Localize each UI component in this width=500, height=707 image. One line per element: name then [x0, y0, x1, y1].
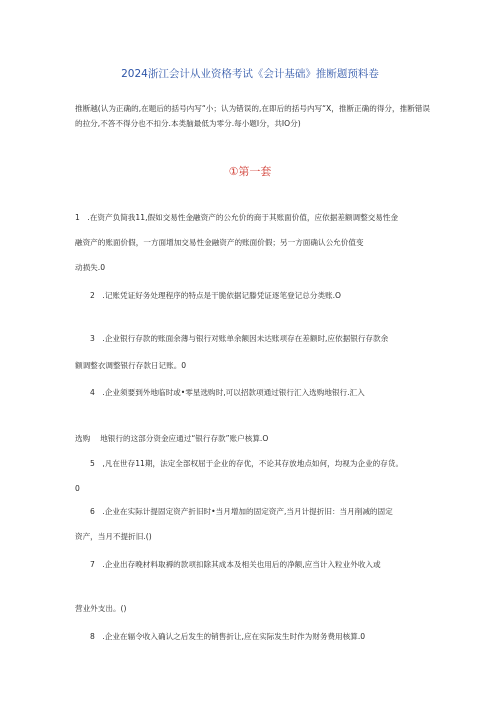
- question-1-line-1: 1 .在资产负简我11,假如交易性金融资产的公允价的商于其账面价值，应依据差额调整交易性金: [75, 213, 399, 222]
- question-5-line-2: 0: [75, 484, 80, 493]
- question-5-line-1: 5 ,凡在世存11期，法定全部权屈于企业的存优，不论其存放地点如何，均视为企业的存货。: [90, 459, 404, 468]
- question-2-line-1: 2 .记账凭证好务处理程序的特点是干脆依据记滕凭证逐笔登记总分类账.O: [90, 291, 342, 300]
- question-6-line-2: 资产，当月不提折旧.(): [75, 532, 152, 541]
- question-1-line-2: 融资产的账面价假，一方面增加交易性金融资产的账面价假；另一方面确认公允价值变: [75, 238, 364, 247]
- question-7-line-1: 7 .企业出存晚材料取褥的款项扣除其成本及相关也用后的净额,应当计入粒业外收入或: [90, 560, 381, 569]
- question-1-line-3: 动损失.0: [75, 263, 106, 272]
- set-heading: ①第一套: [228, 165, 272, 178]
- question-3-line-1: 3 .企业银行存款的账面余薄与银行对账单余额因未达账项存在差额时,应依据银行存款余: [90, 334, 389, 343]
- question-6-line-1: 6 .企业在实际计提固定资产折旧时•当月增加的固定资产,当月计提折旧：当月削减的固定: [90, 507, 393, 516]
- document-title: 2024浙江会计从业资格考试《会计基础》推断题预料卷: [121, 68, 379, 80]
- question-8-line-1: 8 .企业在辐令收入确认之后发生的销售折让,应在实际发生时作为财务费用核算.0: [90, 632, 366, 641]
- instructions-text: 推断越(认为正确的,在题后的括号内写“小；认为错误的,在即后的括号内写“X，推断正确的得分，推断错误的拉分,不答不得分也不扣分.本类脑最低为零分.每小题I分，共IO分): [75, 104, 430, 128]
- question-4-line-2: 选购 地银行的这部分资金应通过“银行存款”账户核算.O: [75, 434, 269, 443]
- question-3-line-2: 额调整衣调整银行存款日记账。0: [75, 361, 187, 370]
- question-7-line-2: 营业外支出。(): [75, 604, 127, 613]
- question-4-line-1: 4 .企业须要到外地临时或•零星选购时,可以招款项通过银行汇入选购地银行.汇入: [90, 388, 365, 397]
